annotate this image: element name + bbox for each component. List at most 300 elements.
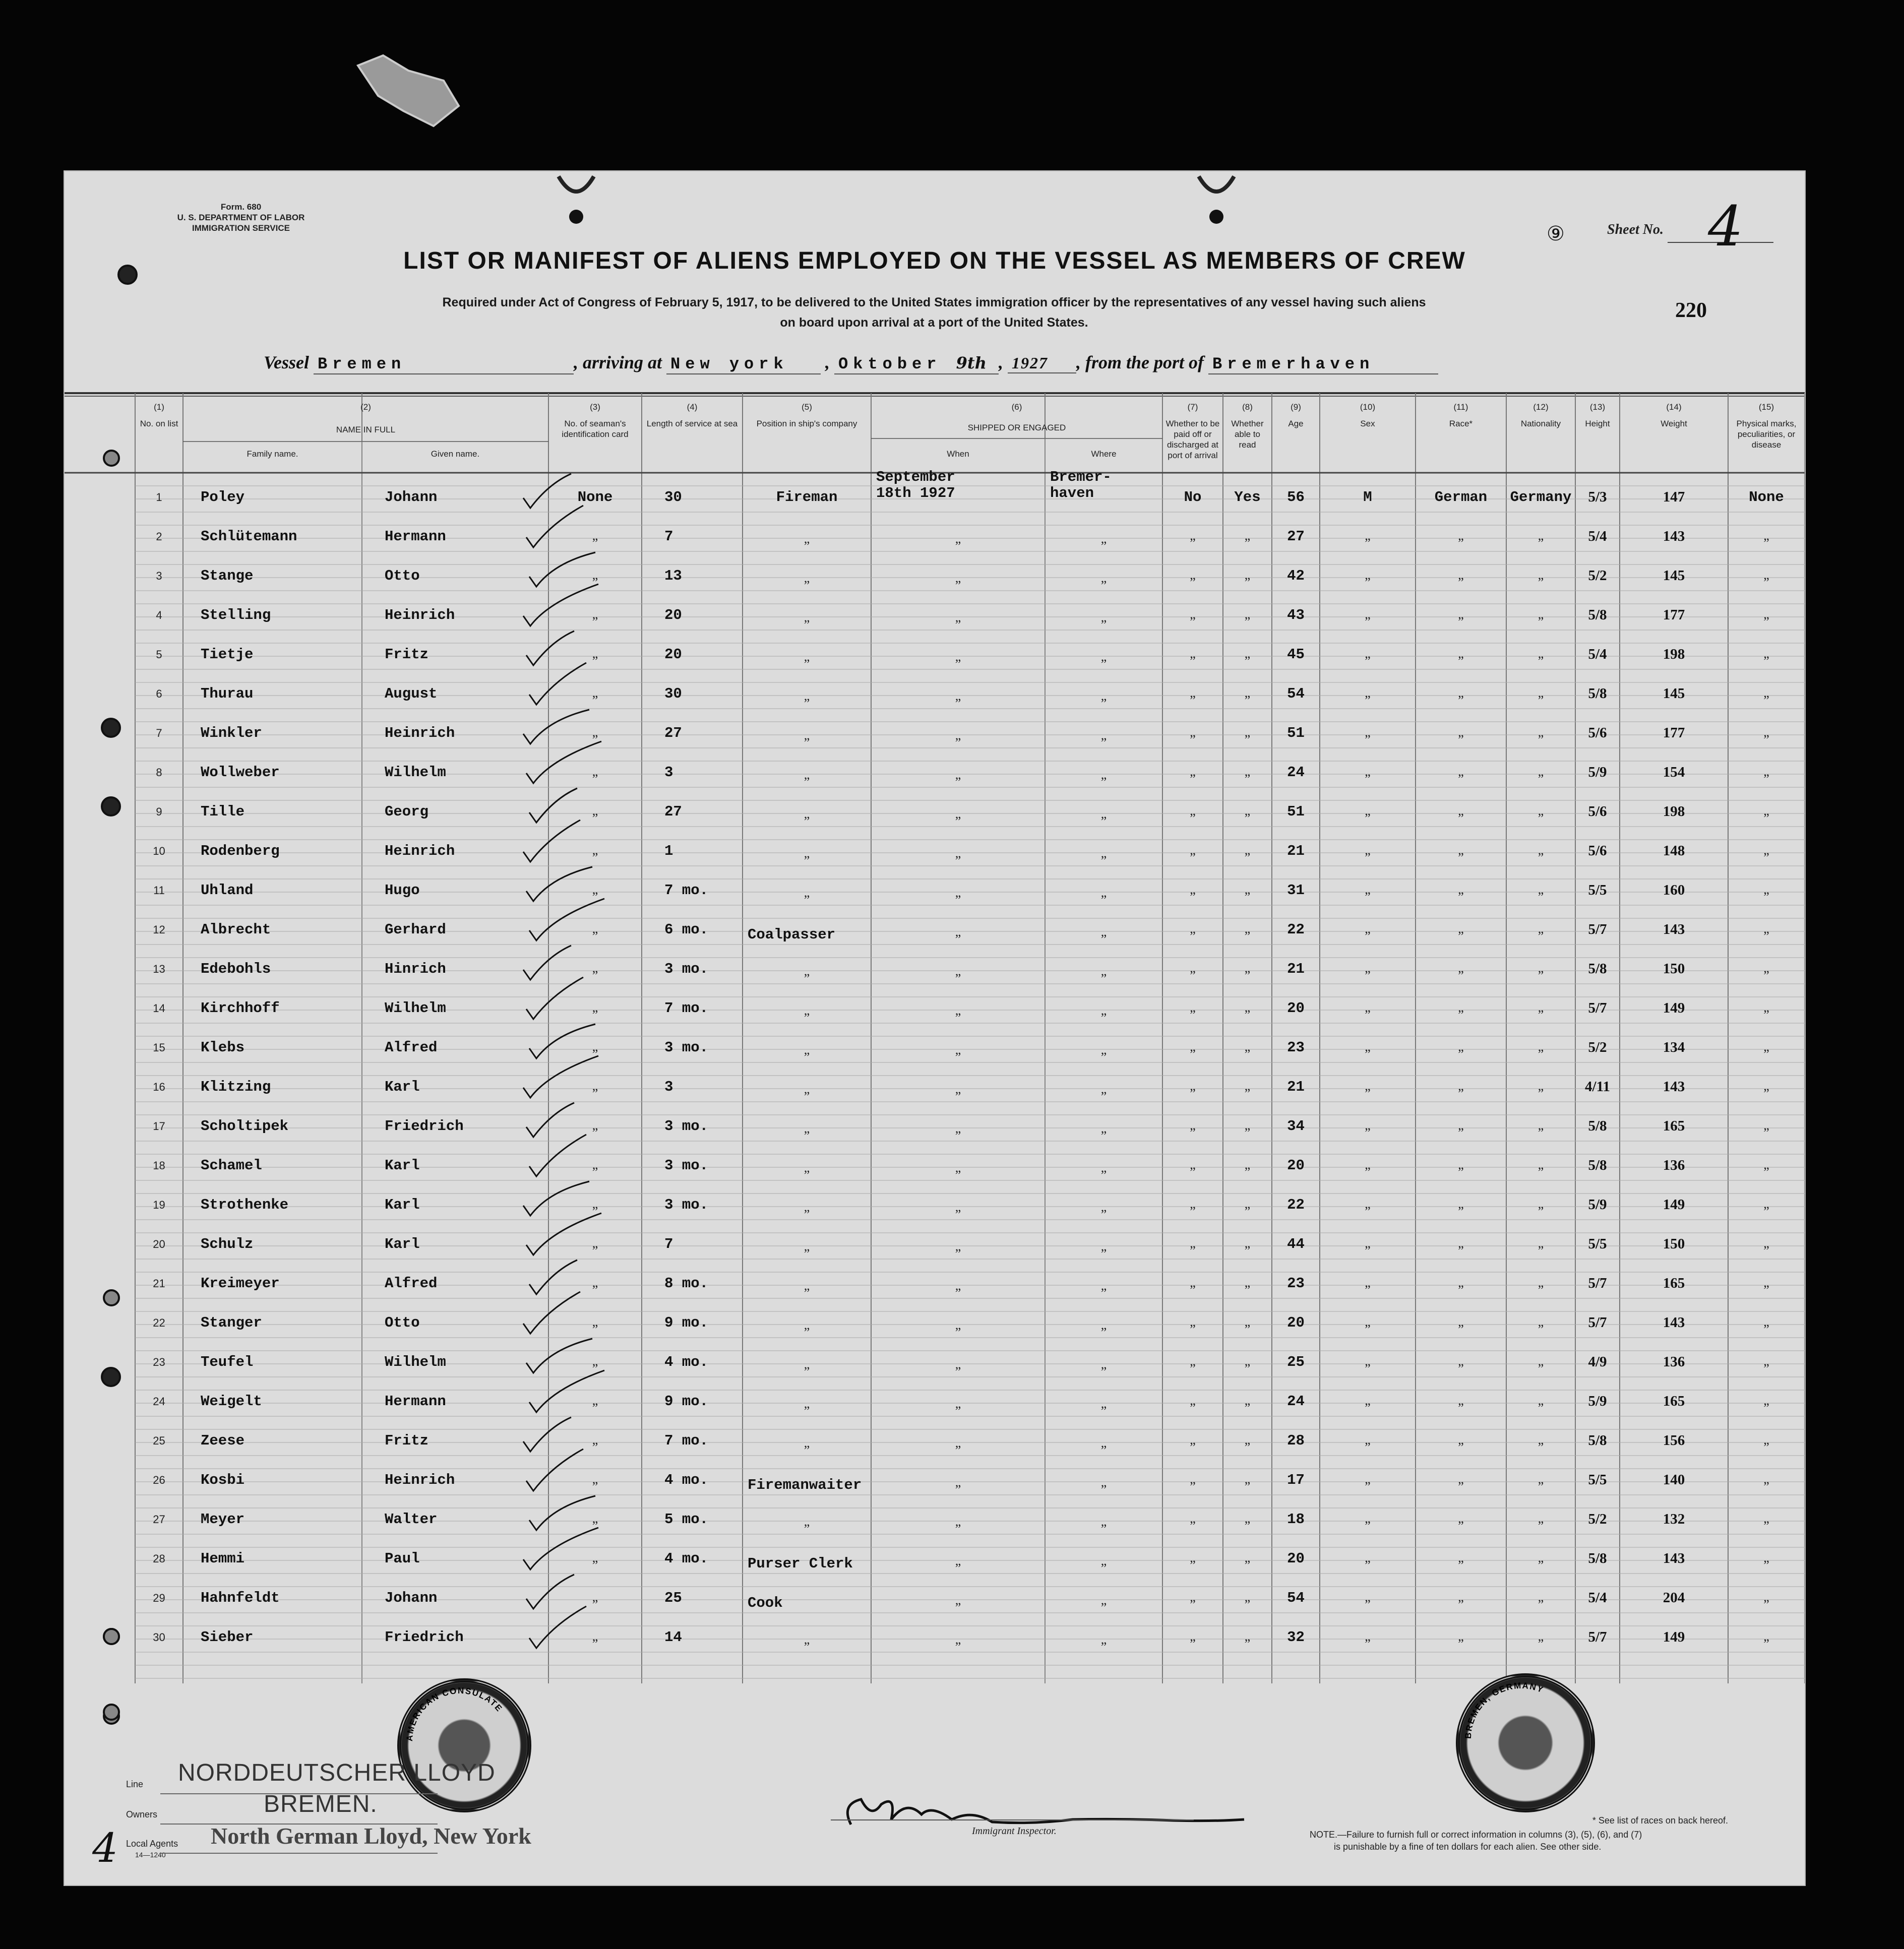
weight: 165 — [1663, 1118, 1685, 1134]
height: 5/7 — [1588, 1275, 1607, 1291]
sex: „ — [1365, 1079, 1371, 1093]
position: „ — [804, 1357, 810, 1371]
physical-marks: None — [1749, 489, 1784, 506]
height: 5/9 — [1588, 1393, 1607, 1409]
physical-marks: „ — [1763, 725, 1769, 739]
service-length: 3 mo. — [664, 1157, 709, 1174]
paid-off: „ — [1190, 1157, 1196, 1172]
physical-marks: „ — [1763, 1039, 1769, 1054]
sex: „ — [1365, 1354, 1371, 1368]
family-name: Kirchhoff — [201, 1000, 280, 1017]
row-number: 27 — [153, 1513, 165, 1526]
shipped-where: „ — [1100, 649, 1107, 664]
age: 45 — [1287, 646, 1305, 663]
shipped-where: „ — [1100, 846, 1107, 860]
family-name: Stange — [201, 568, 254, 584]
weight: 198 — [1663, 646, 1685, 662]
check-mark — [529, 1370, 604, 1412]
paper-scrap — [348, 50, 469, 131]
check-mark — [529, 552, 595, 587]
sex: „ — [1365, 646, 1371, 661]
weight: 165 — [1663, 1393, 1685, 1409]
able-to-read: „ — [1244, 882, 1251, 897]
sex: „ — [1365, 725, 1371, 739]
age: 54 — [1287, 685, 1305, 702]
family-name: Edebohls — [201, 961, 271, 977]
punch-hole — [101, 1367, 121, 1387]
given-name: Alfred — [385, 1039, 438, 1056]
id-card: „ — [592, 1511, 598, 1526]
line-label: Line — [126, 1779, 144, 1789]
race: „ — [1458, 961, 1464, 975]
given-name: Heinrich — [385, 1472, 455, 1488]
physical-marks: „ — [1763, 1472, 1769, 1486]
column-number: (3) — [590, 402, 600, 412]
row-number: 23 — [153, 1356, 165, 1368]
height: 5/3 — [1588, 489, 1607, 505]
id-card: „ — [592, 607, 598, 621]
row-number: 15 — [153, 1041, 165, 1054]
nationality: „ — [1538, 843, 1544, 857]
check-mark — [529, 1260, 577, 1294]
column-number: (4) — [687, 402, 698, 412]
service-length: 4 mo. — [664, 1354, 709, 1370]
paid-off: „ — [1190, 1039, 1196, 1054]
nationality: „ — [1538, 1393, 1544, 1408]
check-mark — [523, 1528, 598, 1569]
physical-marks: „ — [1763, 1550, 1769, 1565]
age: 32 — [1287, 1629, 1305, 1646]
check-mark — [529, 1135, 586, 1176]
paid-off: „ — [1190, 1432, 1196, 1447]
height: 5/6 — [1588, 725, 1607, 741]
race: „ — [1458, 607, 1464, 621]
age: 20 — [1287, 1314, 1305, 1331]
weight: 147 — [1663, 489, 1685, 505]
paid-off: „ — [1190, 843, 1196, 857]
sex: „ — [1365, 882, 1371, 897]
paid-off: „ — [1190, 1314, 1196, 1329]
height: 5/5 — [1588, 882, 1607, 898]
check-mark — [526, 741, 601, 783]
column-number: (13) — [1589, 402, 1606, 412]
shipped-where: „ — [1100, 964, 1107, 978]
shipped-when: „ — [955, 1317, 961, 1332]
weight: 140 — [1663, 1472, 1685, 1488]
position: „ — [804, 1042, 810, 1057]
service-length: 9 mo. — [664, 1314, 709, 1331]
nationality: „ — [1538, 1197, 1544, 1211]
weight: 154 — [1663, 764, 1685, 780]
physical-marks: „ — [1763, 1197, 1769, 1211]
position: „ — [804, 1239, 810, 1253]
able-to-read: „ — [1244, 921, 1251, 936]
height: 5/4 — [1588, 646, 1607, 662]
given-name: Wilhelm — [385, 1000, 446, 1017]
owners-label: Owners — [126, 1809, 158, 1819]
physical-marks: „ — [1763, 1393, 1769, 1408]
column-number: (6) — [1011, 402, 1022, 412]
service-length: 20 — [664, 646, 682, 663]
race: „ — [1458, 1472, 1464, 1486]
line-stamp: NORDDEUTSCHER LLOYD — [178, 1759, 496, 1786]
column-header-8: Whether able to read — [1231, 419, 1264, 450]
shipped-when: „ — [955, 1042, 961, 1057]
weight: 148 — [1663, 843, 1685, 859]
given-name: Wilhelm — [385, 1354, 446, 1370]
weight: 143 — [1663, 921, 1685, 937]
race: „ — [1458, 1236, 1464, 1250]
family-name: Rodenberg — [201, 843, 280, 859]
check-mark — [523, 946, 571, 980]
id-card: „ — [592, 1629, 598, 1644]
shipped-where: „ — [1100, 1121, 1107, 1136]
given-name: Hugo — [385, 882, 420, 899]
svg-text:AMERICAN CONSULATE — [405, 1686, 505, 1742]
nationality: „ — [1538, 1432, 1544, 1447]
age: 22 — [1287, 921, 1305, 938]
agents-field — [160, 1853, 438, 1854]
height: 5/8 — [1588, 1432, 1607, 1449]
given-name: Friedrich — [385, 1629, 464, 1646]
id-card: „ — [592, 1590, 598, 1604]
shipped-when: „ — [955, 1396, 961, 1411]
height: 4/9 — [1588, 1354, 1607, 1370]
shipped-when: „ — [955, 610, 961, 624]
id-card: „ — [592, 725, 598, 739]
paid-off: „ — [1190, 646, 1196, 661]
sex: „ — [1365, 1000, 1371, 1015]
row-number: 9 — [156, 805, 162, 818]
physical-marks: „ — [1763, 843, 1769, 857]
age: 51 — [1287, 803, 1305, 820]
id-card: „ — [592, 803, 598, 818]
age: 34 — [1287, 1118, 1305, 1135]
given-name: Fritz — [385, 646, 429, 663]
row-number: 30 — [153, 1631, 165, 1644]
age: 25 — [1287, 1354, 1305, 1370]
column-number: (9) — [1291, 402, 1301, 412]
race: „ — [1458, 528, 1464, 543]
shipped-where: „ — [1100, 571, 1107, 585]
sex: „ — [1365, 1197, 1371, 1211]
race: „ — [1458, 1511, 1464, 1526]
column-header-11: Race* — [1449, 419, 1473, 428]
shipped-where: „ — [1100, 1632, 1107, 1647]
nationality: „ — [1538, 725, 1544, 739]
check-mark — [529, 1606, 586, 1648]
height: 5/2 — [1588, 568, 1607, 584]
weight: 145 — [1663, 568, 1685, 584]
weight: 132 — [1663, 1511, 1685, 1527]
able-to-read: „ — [1244, 1393, 1251, 1408]
given-name: Georg — [385, 803, 429, 820]
age: 22 — [1287, 1197, 1305, 1213]
shipped-where: „ — [1100, 1239, 1107, 1253]
check-mark — [529, 1496, 595, 1530]
race: „ — [1458, 882, 1464, 897]
shipped-when: „ — [955, 1200, 961, 1214]
row-number: 26 — [153, 1474, 165, 1486]
position: Fireman — [776, 489, 838, 506]
given-name: Hermann — [385, 528, 446, 545]
column-subheader: Given name. — [431, 449, 480, 459]
position: „ — [804, 649, 810, 664]
row-number: 22 — [153, 1316, 165, 1329]
family-name: Kreimeyer — [201, 1275, 280, 1292]
age: 54 — [1287, 1590, 1305, 1606]
sex: „ — [1365, 1118, 1371, 1133]
arrival-year: 1927 — [1008, 354, 1076, 373]
family-name: Winkler — [201, 725, 262, 741]
race: „ — [1458, 1314, 1464, 1329]
check-mark — [523, 474, 571, 508]
able-to-read: „ — [1244, 1157, 1251, 1172]
column-header-14: Weight — [1661, 419, 1687, 428]
able-to-read: „ — [1244, 1590, 1251, 1604]
check-mark — [523, 1181, 589, 1216]
able-to-read: „ — [1244, 1000, 1251, 1015]
age: 24 — [1287, 764, 1305, 781]
shipped-when: „ — [955, 1003, 961, 1018]
penalty-note-line-2: is punishable by a fine of ten dollars for each alien. See other side. — [1334, 1842, 1602, 1852]
age: 21 — [1287, 843, 1305, 859]
id-card: „ — [592, 1236, 598, 1250]
shipped-where: „ — [1100, 688, 1107, 703]
position: Purser Clerk — [748, 1555, 853, 1572]
service-length: 3 mo. — [664, 1039, 709, 1056]
position: „ — [804, 1514, 810, 1529]
punch-hole — [103, 1289, 120, 1306]
family-name: Poley — [201, 489, 245, 506]
paid-off: „ — [1190, 685, 1196, 700]
weight: 150 — [1663, 1236, 1685, 1252]
weight: 136 — [1663, 1354, 1685, 1370]
column-header-9: Age — [1288, 419, 1304, 428]
height: 5/4 — [1588, 1590, 1607, 1606]
column-header-3: No. of seaman's identification card — [562, 419, 629, 439]
column-header-12: Nationality — [1520, 419, 1561, 428]
race: German — [1434, 489, 1488, 506]
sex: „ — [1365, 1432, 1371, 1447]
weight: 143 — [1663, 1550, 1685, 1566]
able-to-read: „ — [1244, 1236, 1251, 1250]
service-length: 8 mo. — [664, 1275, 709, 1292]
service-length: 7 mo. — [664, 882, 709, 899]
id-card: „ — [592, 1472, 598, 1486]
position: „ — [804, 610, 810, 624]
family-name: Teufel — [201, 1354, 254, 1370]
sex: „ — [1365, 1314, 1371, 1329]
physical-marks: „ — [1763, 1236, 1769, 1250]
id-card: „ — [592, 528, 598, 543]
sex: „ — [1365, 1550, 1371, 1565]
id-card: „ — [592, 1393, 598, 1408]
row-number: 5 — [156, 648, 162, 661]
height: 5/6 — [1588, 803, 1607, 820]
service-length: 4 mo. — [664, 1472, 709, 1488]
family-name: Sieber — [201, 1629, 254, 1646]
race: „ — [1458, 1118, 1464, 1133]
row-number: 29 — [153, 1592, 165, 1604]
height: 5/2 — [1588, 1039, 1607, 1055]
given-name: Karl — [385, 1157, 420, 1174]
age: 44 — [1287, 1236, 1305, 1252]
family-name: Hahnfeldt — [201, 1590, 280, 1606]
physical-marks: „ — [1763, 528, 1769, 543]
nationality: „ — [1538, 1472, 1544, 1486]
paid-off: „ — [1190, 528, 1196, 543]
height: 5/8 — [1588, 961, 1607, 977]
column-subheader: Family name. — [247, 449, 298, 459]
row-number: 1 — [156, 491, 162, 504]
age: 20 — [1287, 1550, 1305, 1567]
id-card: „ — [592, 685, 598, 700]
column-number: (7) — [1187, 402, 1198, 412]
shipped-where: Bremer- — [1050, 469, 1112, 485]
family-name: Uhland — [201, 882, 254, 899]
shipped-where: „ — [1100, 1396, 1107, 1411]
row-number: 2 — [156, 530, 162, 543]
nationality: „ — [1538, 1511, 1544, 1526]
shipped-where: „ — [1100, 1357, 1107, 1371]
age: 28 — [1287, 1432, 1305, 1449]
family-name: Schulz — [201, 1236, 254, 1252]
service-length: 3 mo. — [664, 1118, 709, 1135]
id-card: „ — [592, 646, 598, 661]
column-subheader: Where — [1091, 449, 1117, 459]
shipped-where: „ — [1100, 1593, 1107, 1607]
position: „ — [804, 1317, 810, 1332]
race: „ — [1458, 843, 1464, 857]
arrival-port: New york — [666, 355, 821, 374]
sex: „ — [1365, 921, 1371, 936]
family-name: Strothenke — [201, 1197, 289, 1213]
able-to-read: „ — [1244, 1629, 1251, 1644]
check-marks — [65, 171, 1805, 1885]
id-card: „ — [592, 764, 598, 779]
able-to-read: „ — [1244, 1511, 1251, 1526]
column-number: (12) — [1533, 402, 1549, 412]
physical-marks: „ — [1763, 1079, 1769, 1093]
penalty-note-line-1: NOTE.—Failure to furnish full or correct information in columns (3), (5), (6), and (7) — [1310, 1830, 1642, 1840]
family-name: Hemmi — [201, 1550, 245, 1567]
row-number: 3 — [156, 570, 162, 582]
weight: 198 — [1663, 803, 1685, 820]
height: 5/8 — [1588, 1550, 1607, 1566]
svg-text:BREMEN, GERMANY — [1463, 1681, 1546, 1739]
position: „ — [804, 767, 810, 782]
race: „ — [1458, 764, 1464, 779]
id-card: „ — [592, 1000, 598, 1015]
form-title: LIST OR MANIFEST OF ALIENS EMPLOYED ON THE VESSEL AS MEMBERS OF CREW — [403, 247, 1466, 274]
age: 23 — [1287, 1275, 1305, 1292]
paid-off: „ — [1190, 1590, 1196, 1604]
able-to-read: „ — [1244, 764, 1251, 779]
physical-marks: „ — [1763, 1314, 1769, 1329]
row-number: 20 — [153, 1238, 165, 1250]
height: 5/2 — [1588, 1511, 1607, 1527]
given-name: August — [385, 685, 438, 702]
nationality: „ — [1538, 646, 1544, 661]
able-to-read: „ — [1244, 961, 1251, 975]
departure-port: Bremerhaven — [1208, 355, 1438, 374]
service-length: 7 mo. — [664, 1000, 709, 1017]
height: 5/6 — [1588, 843, 1607, 859]
punch-hole — [103, 1704, 120, 1721]
able-to-read: „ — [1244, 607, 1251, 621]
sex: „ — [1365, 568, 1371, 582]
paid-off: „ — [1190, 1354, 1196, 1368]
shipped-when: „ — [955, 1435, 961, 1450]
paid-off: „ — [1190, 1393, 1196, 1408]
position: „ — [804, 1396, 810, 1411]
sheet-number: 4 — [1708, 194, 1743, 259]
shipped-where: „ — [1100, 806, 1107, 821]
paid-off: „ — [1190, 725, 1196, 739]
id-card: None — [577, 489, 613, 506]
row-number: 10 — [153, 845, 165, 857]
nationality: „ — [1538, 1039, 1544, 1054]
paid-off: „ — [1190, 803, 1196, 818]
column-header-4: Length of service at sea — [646, 419, 738, 428]
able-to-read: „ — [1244, 568, 1251, 582]
given-name: Karl — [385, 1079, 420, 1095]
row-number: 8 — [156, 766, 162, 779]
paid-off: „ — [1190, 1275, 1196, 1290]
service-length: 30 — [664, 489, 682, 506]
shipped-when: „ — [955, 1160, 961, 1175]
given-name: Johann — [385, 1590, 438, 1606]
id-card: „ — [592, 1039, 598, 1054]
id-card: „ — [592, 1432, 598, 1447]
column-number: (10) — [1360, 402, 1376, 412]
family-name: Tille — [201, 803, 245, 820]
physical-marks: „ — [1763, 1118, 1769, 1133]
nationality: „ — [1538, 1275, 1544, 1290]
race: „ — [1458, 1550, 1464, 1565]
position: „ — [804, 964, 810, 978]
check-mark — [526, 506, 583, 547]
shipped-where: „ — [1100, 610, 1107, 624]
physical-marks: „ — [1763, 882, 1769, 897]
column-header-5: Position in ship's company — [756, 419, 857, 428]
nationality: „ — [1538, 1314, 1544, 1329]
service-length: 13 — [664, 568, 682, 584]
column-number: (2) — [360, 402, 371, 412]
row-number: 11 — [153, 884, 165, 897]
check-mark — [526, 977, 583, 1019]
id-card: „ — [592, 921, 598, 936]
row-number: 24 — [153, 1395, 165, 1408]
id-card: „ — [592, 843, 598, 857]
height: 4/11 — [1585, 1079, 1610, 1095]
shipped-when: „ — [955, 1239, 961, 1253]
given-name: Heinrich — [385, 607, 455, 623]
physical-marks: „ — [1763, 1157, 1769, 1172]
service-length: 1 — [664, 843, 673, 859]
given-name: Wilhelm — [385, 764, 446, 781]
able-to-read: „ — [1244, 803, 1251, 818]
nationality: „ — [1538, 1157, 1544, 1172]
check-mark — [523, 584, 598, 626]
shipped-where: „ — [1100, 767, 1107, 782]
weight: 143 — [1663, 528, 1685, 544]
vessel-name: Bremen — [314, 355, 574, 374]
weight: 160 — [1663, 882, 1685, 898]
able-to-read: „ — [1244, 1314, 1251, 1329]
height: 5/7 — [1588, 921, 1607, 937]
